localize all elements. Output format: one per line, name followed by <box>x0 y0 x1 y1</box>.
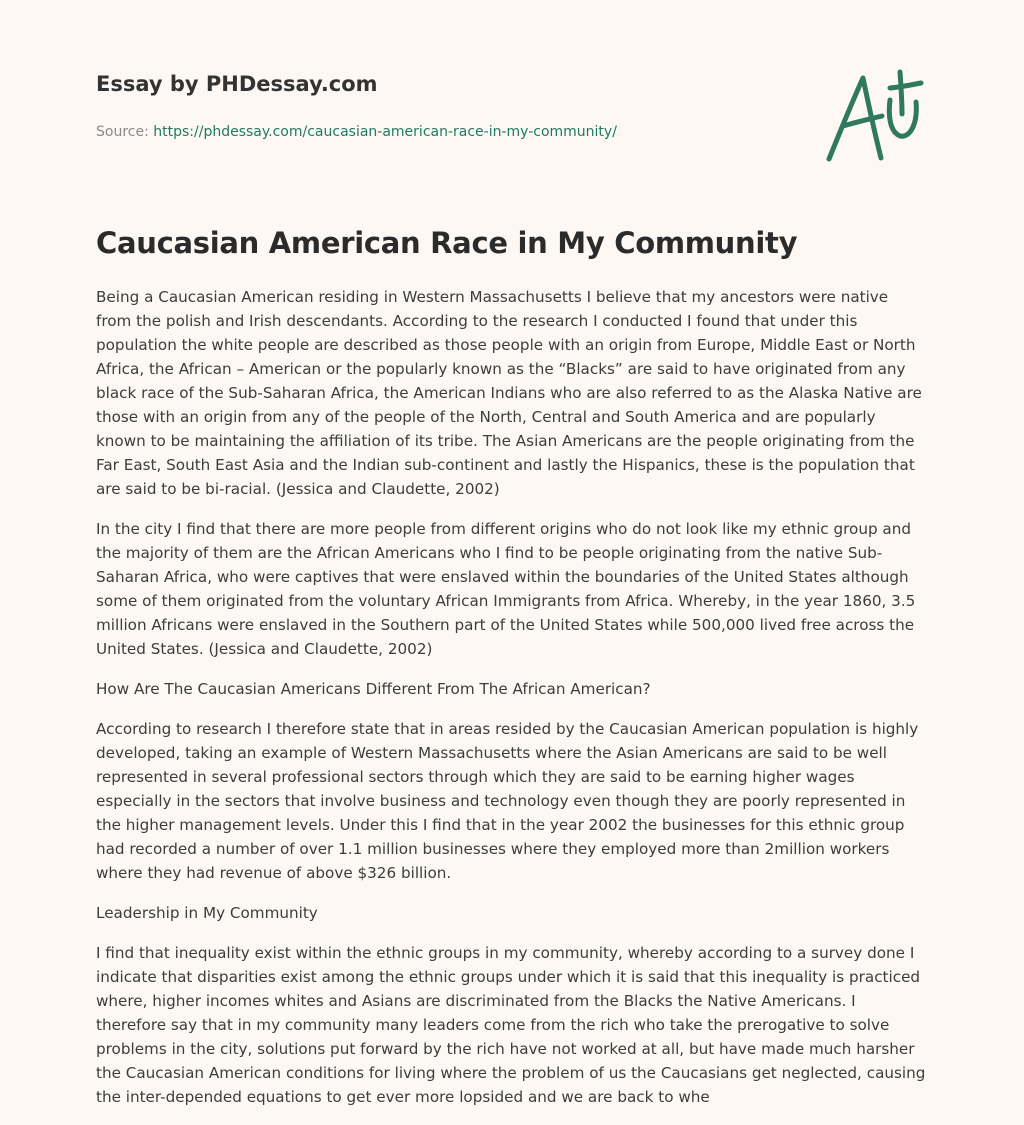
a-plus-logo-icon <box>818 64 930 168</box>
essay-header <box>96 72 796 140</box>
source-label: Source: <box>96 124 154 141</box>
essay-paragraph: Being a Caucasian American residing in Western Massachusetts I believe that my ancestors were native from the polish and Irish descendants. According to the research I conducted I found that under this population the white people are described as those people with an origin from Europe, Middle East or North Africa, the African – American or the popularly known as the “Blacks” are said to have originated from any black race of the Sub-Saharan Africa, the American Indians who are also referred to as the Alaska Native are those with an origin from any of the people of the North, Central and South America and are popularly known to be maintaining the affiliation of its tribe. The Asian Americans are the people originating from the Far East, South East Asia and the Indian sub-continent and lastly the Hispanics, these is the population that are said to be bi-racial. (Jessica and Claudette, 2002) <box>96 288 922 498</box>
essay-paragraph: I find that inequality exist within the ethnic groups in my community, whereby according to a survey done I indicate that disparities exist among the ethnic groups under which it is said that this inequality is practiced where, higher incomes whites and Asians are discriminated from the Blacks the Native Americans. I therefore say that in my community many leaders come from the rich who take the prerogative to solve problems in the city, solutions put forward by the rich have not worked at all, but have made much harsher the Caucasian American conditions for living where the problem of us the Caucasians get neglected, causing the inter-depended equations to get ever more lopsided and we are back to whe <box>96 944 926 1106</box>
essay-body <box>96 285 928 1125</box>
brand-title: Essay by PHDessay.com <box>96 72 378 96</box>
essay-paragraph: According to research I therefore state that in areas resided by the Caucasian American population is highly developed, taking an example of Western Massachusetts where the Asian Americans are said to be well represented in several professional sectors through which they are said to be earning higher wages especially in the sectors that involve business and technology even though they are poorly represented in the higher management levels. Under this I find that in the year 2002 the businesses for this ethnic group had recorded a number of over 1.1 million businesses where they employed more than 2million workers where they had revenue of above $326 billion. <box>96 720 919 882</box>
a-plus-logo <box>818 64 930 168</box>
source-link[interactable]: https://phdessay.com/caucasian-american-race-in-my-community/ <box>153 124 617 141</box>
source-line <box>96 124 796 140</box>
essay-paragraph: In the city I find that there are more people from different origins who do not look like my ethnic group and the majority of them are the African Americans who I find to be people originating from the native Sub-Saharan Africa, who were captives that were enslaved within the boundaries of the United States although some of them originated from the voluntary African Immigrants from Africa. Whereby, in the year 1860, 3.5 million Africans were enslaved in the Southern part of the United States while 500,000 lived free across the United States. (Jessica and Claudette, 2002) <box>96 520 916 658</box>
essay-title: Caucasian American Race in My Community <box>96 226 798 260</box>
section-heading: Leadership in My Community <box>96 904 318 922</box>
section-heading: How Are The Caucasian Americans Different From The African American? <box>96 680 651 698</box>
